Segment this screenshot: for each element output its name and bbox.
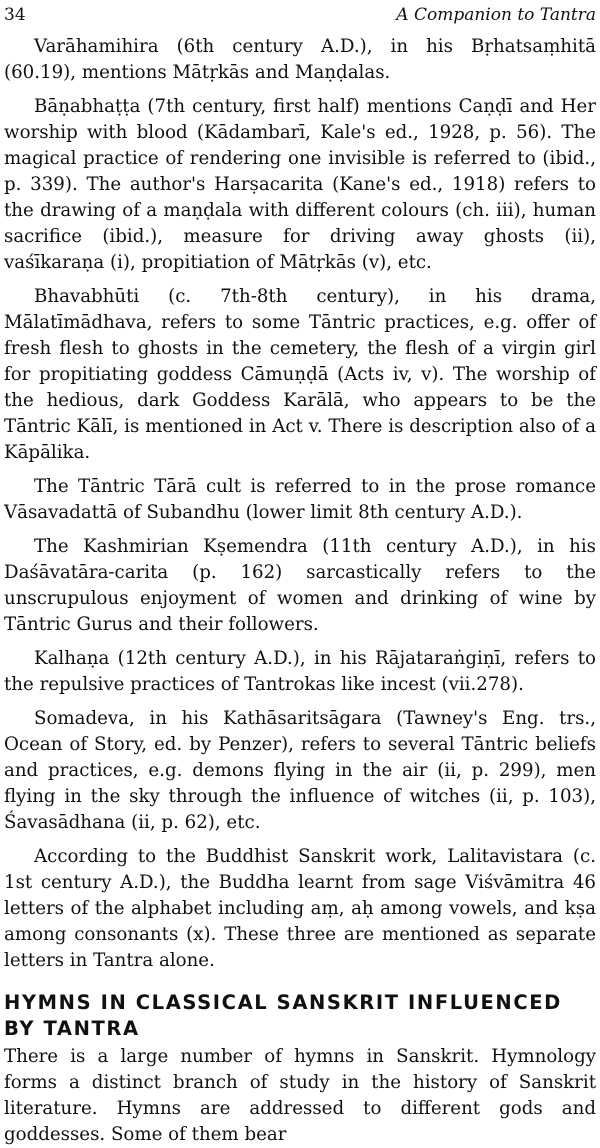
paragraph-ksemendra: The Kashmirian Kṣemendra (11th century A.D.), in his Daśāvatāra-carita (p. 162) sarcastically refers to the unscrupulous enjoyment of women and drinking of wine by Tāntric Gurus and their followers. — [4, 536, 596, 635]
paragraph-somadeva: Somadeva, in his Kathāsaritsāgara (Tawney's Eng. trs., Ocean of Story, ed. by Penzer), refers to several Tāntric beliefs and practices, e.g. demons flying in the air (ii, p. 299), men flying in the sky through the influence of witches (ii, p. 103), Śavasādhana (ii, p. 62), etc. — [4, 708, 596, 833]
paragraph-kalhana: Kalhaṇa (12th century A.D.), in his Rājataraṅgiṇī, refers to the repulsive practices of Tantrokas like incest (vii.278). — [4, 648, 596, 695]
paragraph-bhavabhuti: Bhavabhūti (c. 7th-8th century), in his drama, Mālatīmādhava, refers to some Tāntric practices, e.g. offer of fresh flesh to ghosts in the cemetery, the flesh of a virgin girl for propitiating goddess Cāmuṇḍā (Acts iv, v). The worship of the hedious, dark Goddess Karālā, who appears to be the Tāntric Kālī, is mentioned in Act v. There is description also of a Kāpālika. — [4, 286, 596, 463]
page-number: 34 — [4, 5, 26, 25]
running-header — [4, 0, 596, 32]
body-text — [4, 34, 596, 1148]
book-page — [4, 0, 596, 1148]
paragraph-banabhatta: Bāṇabhaṭṭa (7th century, first half) mentions Caṇḍī and Her worship with blood (Kādambarī, Kale's ed., 1928, p. 56). The magical practice of rendering one invisible is referred to (ibid., p. 339). The author's Harṣacarita (Kane's ed., 1918) refers to the drawing of a maṇḍala with different colours (ch. iii), human sacrifice (ibid.), measure for driving away ghosts (ii), vaśīkaraṇa (i), propitiation of Mātṛkās (v), etc. — [4, 96, 596, 273]
section-heading: HYMNS IN CLASSICAL SANSKRIT INFLUENCED BY TANTRA — [4, 991, 562, 1040]
running-title: A Companion to Tantra — [396, 5, 596, 25]
paragraph-lalitavistara: According to the Buddhist Sanskrit work, Lalitavistara (c. 1st century A.D.), the Buddha learnt from sage Viśvāmitra 46 letters of the alphabet including aṃ, aḥ among vowels, and kṣa among consonants (x). These three are mentioned as separate letters in Tantra alone. — [4, 846, 596, 971]
paragraph-varahamihira: Varāhamihira (6th century A.D.), in his Bṛhatsaṃhitā (60.19), mentions Mātṛkās and Maṇḍalas. — [4, 36, 596, 83]
paragraph-tara-cult: The Tāntric Tārā cult is referred to in the prose romance Vāsavadattā of Subandhu (lower limit 8th century A.D.). — [4, 476, 596, 523]
paragraph-hymns: There is a large number of hymns in Sanskrit. Hymnology forms a distinct branch of study in the history of Sanskrit literature. Hymns are addressed to different gods and goddesses. Some of them bear — [4, 1046, 596, 1145]
